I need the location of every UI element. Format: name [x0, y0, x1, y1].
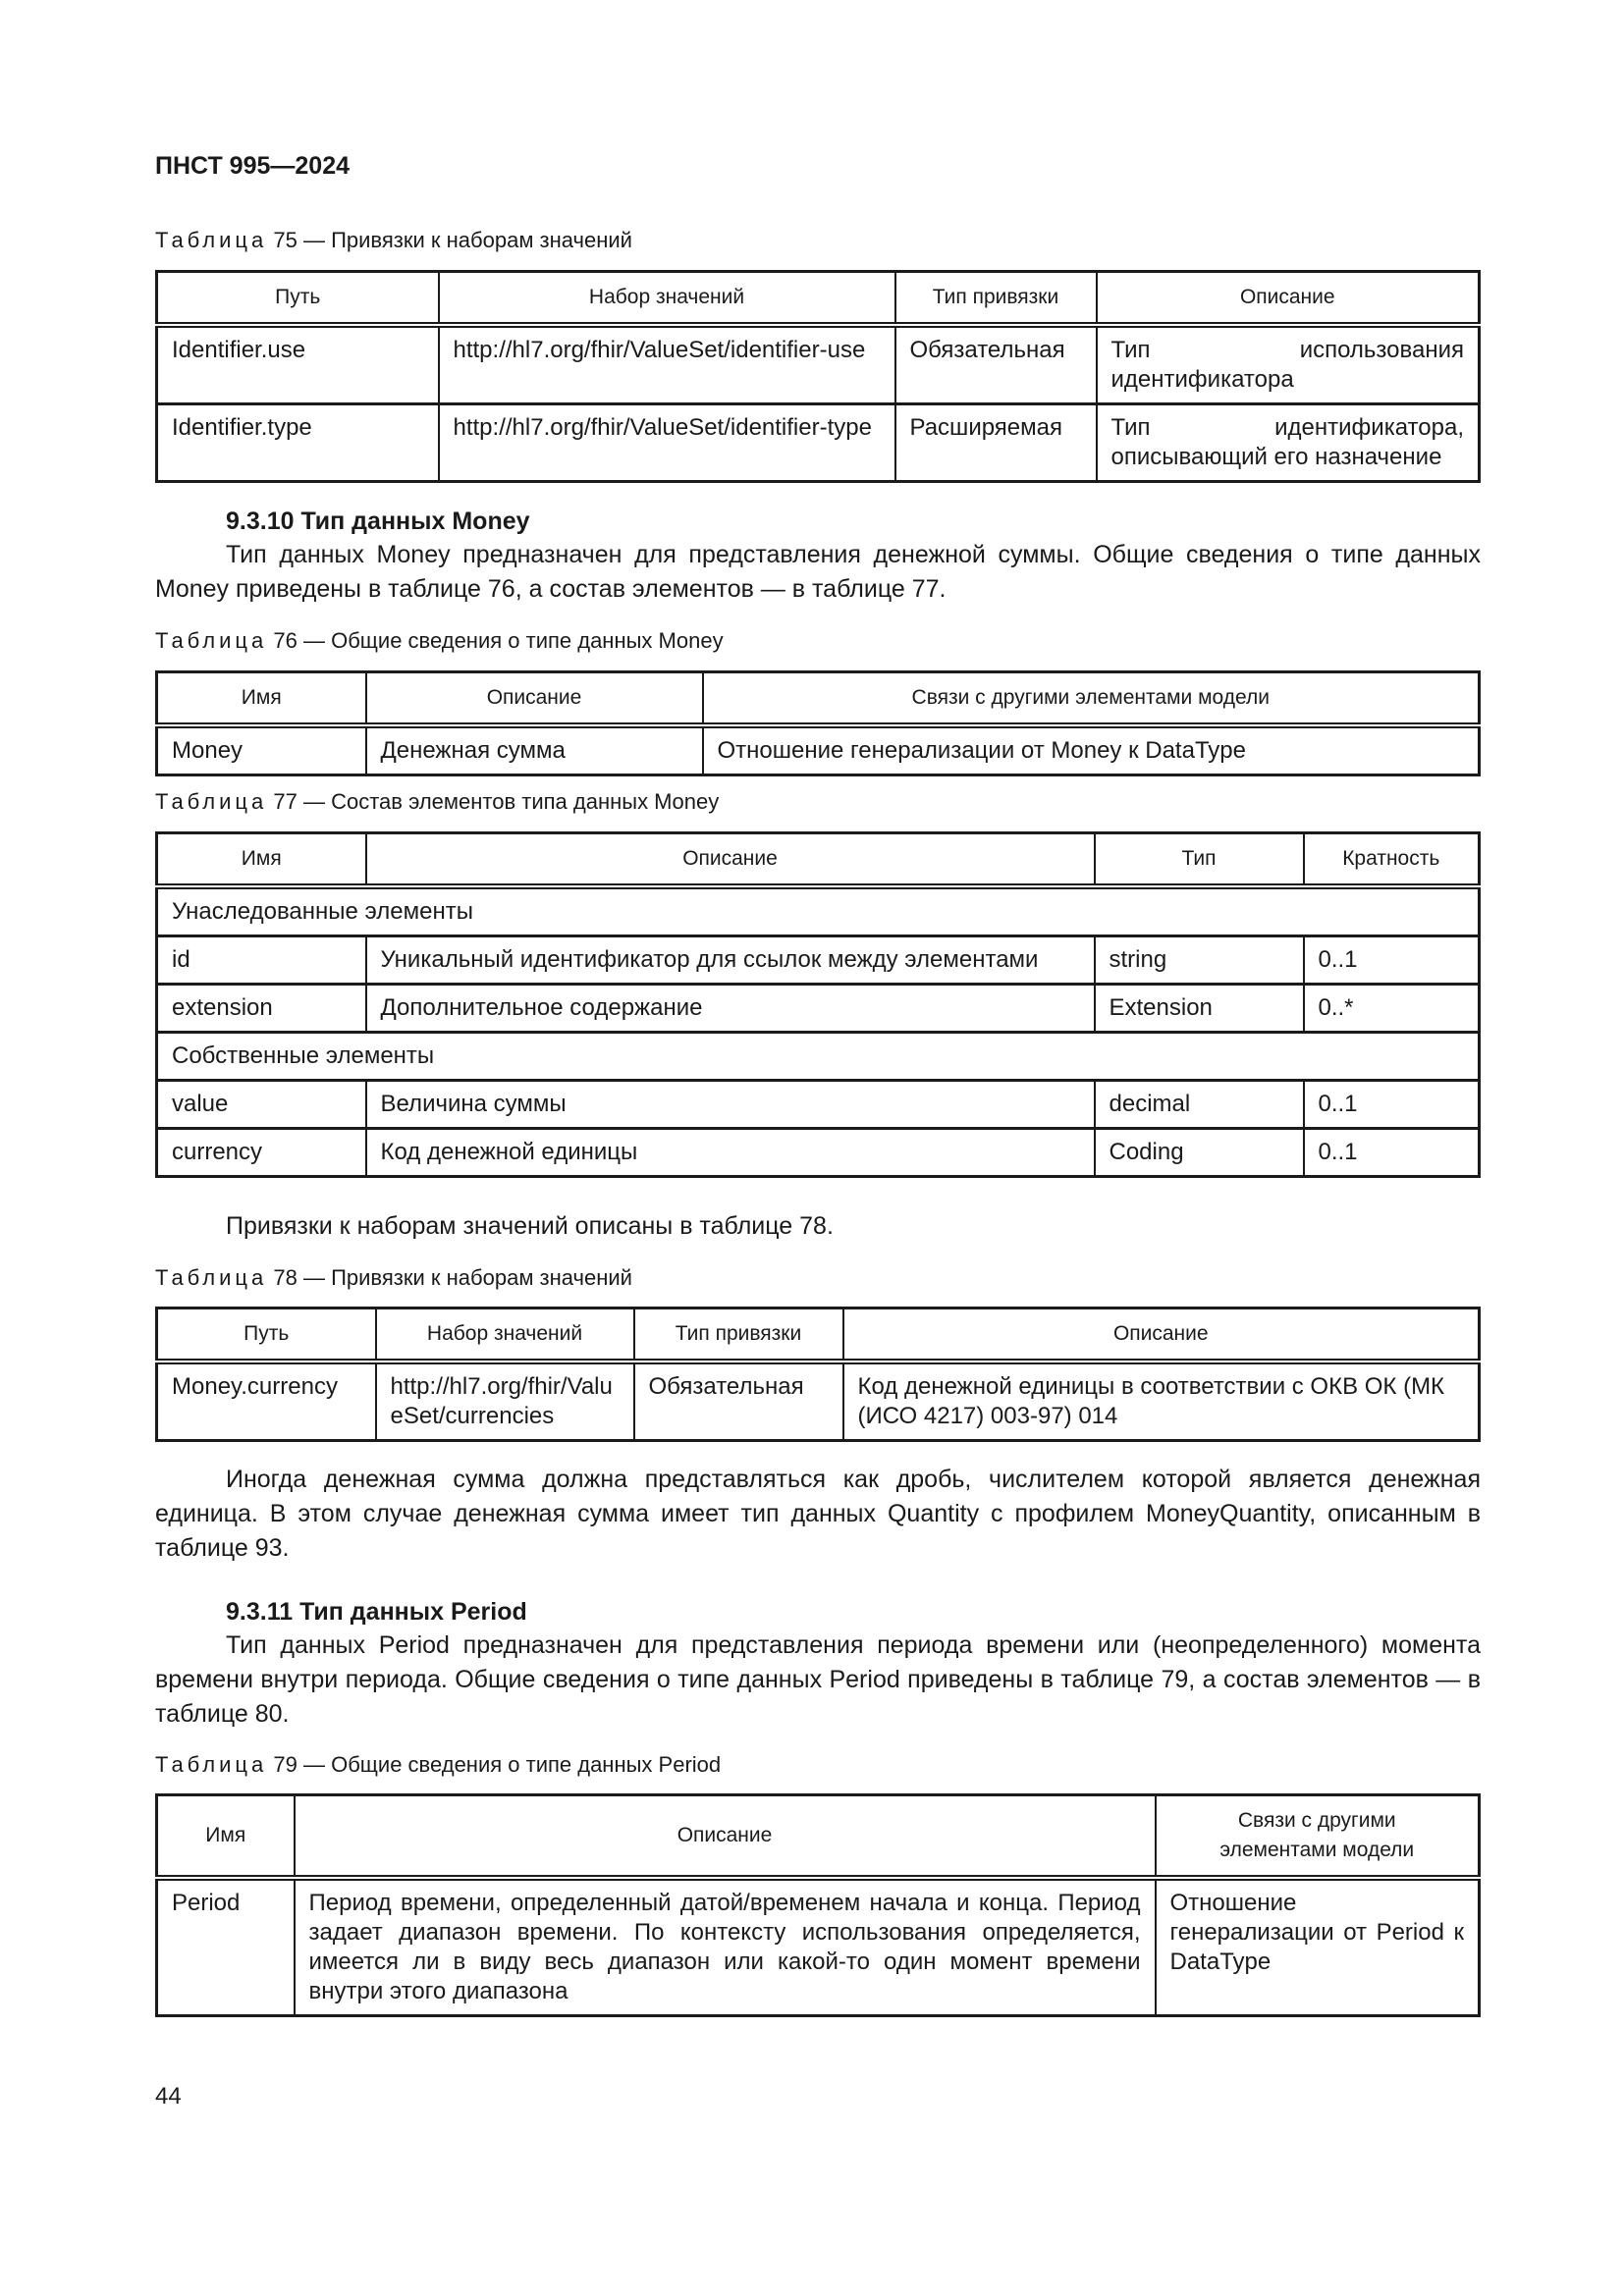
caption-text: 77 — Состав элементов типа данных Money — [273, 789, 720, 814]
cell-path: Identifier.type — [157, 404, 439, 482]
cell-type: string — [1095, 936, 1304, 985]
table-row — [157, 985, 1480, 1033]
caption-text: 76 — Общие сведения о типе данных Money — [273, 628, 724, 653]
col-header-relations: Связи с другими элементами модели — [1156, 1795, 1480, 1879]
col-header-path: Путь — [157, 1308, 376, 1362]
table-75 — [155, 270, 1481, 483]
cell-description: Период времени, определенный датой/временем начала и конца. Период задает диапазон времени. По контексту использования определяется, имеется ли в виду весь диапазон или какой-то один момент времени внутри этого диапазона — [295, 1878, 1156, 2016]
cell-cardinality: 0..* — [1304, 985, 1480, 1033]
col-header-name: Имя — [157, 672, 366, 726]
col-header-description: Описание — [843, 1308, 1480, 1362]
table-78-caption — [155, 1265, 632, 1291]
col-header-relations: Связи с другими элементами модели — [703, 672, 1480, 726]
col-header-path: Путь — [157, 272, 439, 326]
caption-text: 75 — Привязки к наборам значений — [273, 228, 632, 252]
table-76-caption — [155, 628, 724, 654]
document-id: ПНСТ 995—2024 — [155, 152, 350, 180]
cell-relations: Отношение генерализации от Money к DataType — [703, 725, 1480, 775]
cell-name: id — [157, 936, 366, 985]
col-header-binding-type: Тип привязки — [634, 1308, 843, 1362]
col-header-valueset: Набор значений — [376, 1308, 634, 1362]
caption-prefix: Таблица — [155, 228, 268, 252]
table-77 — [155, 831, 1481, 1178]
cell-binding-type: Обязательная — [634, 1362, 843, 1441]
section-paragraph: Тип данных Money предназначен для представления денежной суммы. Общие сведения о типе данных Money приведены в таблице 76, а состав элементов — в таблице 77. — [155, 541, 1481, 603]
table-78 — [155, 1307, 1481, 1442]
cell-binding-type: Обязательная — [895, 325, 1097, 404]
section-paragraph: Тип данных Period предназначен для представления периода времени или (неопределенного) момента времени внутри периода. Общие сведения о типе данных Period приведены в таблице 79, а состав элементов — в таблице 80. — [155, 1631, 1481, 1728]
cell-type: decimal — [1095, 1081, 1304, 1129]
group-row-inherited — [157, 886, 1480, 936]
caption-text: 79 — Общие сведения о типе данных Period — [273, 1752, 722, 1777]
cell-description: Величина суммы — [366, 1081, 1095, 1129]
cell-cardinality: 0..1 — [1304, 936, 1480, 985]
section-heading-9-3-10: 9.3.10 Тип данных Money — [226, 507, 530, 535]
col-header-description: Описание — [295, 1795, 1156, 1879]
cell-description: Код денежной единицы в соответствии с ОКВ ОК (МК (ИСО 4217) 003-97) 014 — [843, 1362, 1480, 1441]
paragraph-fraction: Иногда денежная сумма должна представляться как дробь, числителем которой является денежная единица. В этом случае денежная сумма имеет тип данных Quantity с профилем MoneyQuantity, описанным в таблице 93. — [155, 1466, 1481, 1562]
table-row — [157, 1129, 1480, 1177]
table-75-caption — [155, 228, 632, 253]
col-header-name: Имя — [157, 1795, 295, 1879]
cell-name: value — [157, 1081, 366, 1129]
cell-binding-type: Расширяемая — [895, 404, 1097, 482]
col-header-description: Описание — [1097, 272, 1480, 326]
table-76 — [155, 670, 1481, 776]
cell-name: extension — [157, 985, 366, 1033]
table-79-caption — [155, 1752, 721, 1778]
caption-prefix: Таблица — [155, 789, 268, 814]
section-heading-9-3-11: 9.3.11 Тип данных Period — [226, 1598, 527, 1626]
table-row — [157, 1878, 1480, 2016]
cell-name: Period — [157, 1878, 295, 2016]
cell-valueset: http://hl7.org/fhir/ValueSet/identifier-type — [439, 404, 895, 482]
caption-text: 78 — Привязки к наборам значений — [273, 1265, 632, 1290]
group-label: Унаследованные элементы — [157, 886, 1480, 936]
cell-description: Денежная сумма — [366, 725, 703, 775]
cell-description: Уникальный идентификатор для ссылок между элементами — [366, 936, 1095, 985]
table-row — [157, 936, 1480, 985]
cell-name: Money — [157, 725, 366, 775]
cell-cardinality: 0..1 — [1304, 1081, 1480, 1129]
cell-valueset: http://hl7.org/fhir/ValueSet/currencies — [376, 1362, 634, 1441]
cell-description: Тип использования идентификатора — [1097, 325, 1480, 404]
cell-description: Тип идентификатора, описывающий его назначение — [1097, 404, 1480, 482]
col-header-description: Описание — [366, 672, 703, 726]
table-79 — [155, 1793, 1481, 2017]
caption-prefix: Таблица — [155, 1265, 268, 1290]
group-row-own — [157, 1033, 1480, 1081]
col-header-valueset: Набор значений — [439, 272, 895, 326]
table-row — [157, 1081, 1480, 1129]
col-header-binding-type: Тип привязки — [895, 272, 1097, 326]
table-77-caption — [155, 789, 719, 815]
group-label: Собственные элементы — [157, 1033, 1480, 1081]
cell-description: Дополнительное содержание — [366, 985, 1095, 1033]
col-header-cardinality: Кратность — [1304, 833, 1480, 887]
cell-description: Код денежной единицы — [366, 1129, 1095, 1177]
cell-cardinality: 0..1 — [1304, 1129, 1480, 1177]
caption-prefix: Таблица — [155, 1752, 268, 1777]
cell-valueset: http://hl7.org/fhir/ValueSet/identifier-use — [439, 325, 895, 404]
table-row — [157, 725, 1480, 775]
col-header-type: Тип — [1095, 833, 1304, 887]
paragraph-bindings: Привязки к наборам значений описаны в таблице 78. — [226, 1212, 834, 1240]
cell-path: Money.currency — [157, 1362, 376, 1441]
caption-prefix: Таблица — [155, 628, 268, 653]
col-header-description: Описание — [366, 833, 1095, 887]
col-header-name: Имя — [157, 833, 366, 887]
cell-name: currency — [157, 1129, 366, 1177]
table-row — [157, 1362, 1480, 1441]
cell-path: Identifier.use — [157, 325, 439, 404]
table-row — [157, 325, 1480, 404]
cell-type: Extension — [1095, 985, 1304, 1033]
page-number: 44 — [155, 2083, 182, 2109]
cell-type: Coding — [1095, 1129, 1304, 1177]
cell-relations: Отношение генерализации от Period к DataType — [1156, 1878, 1480, 2016]
table-row — [157, 404, 1480, 482]
